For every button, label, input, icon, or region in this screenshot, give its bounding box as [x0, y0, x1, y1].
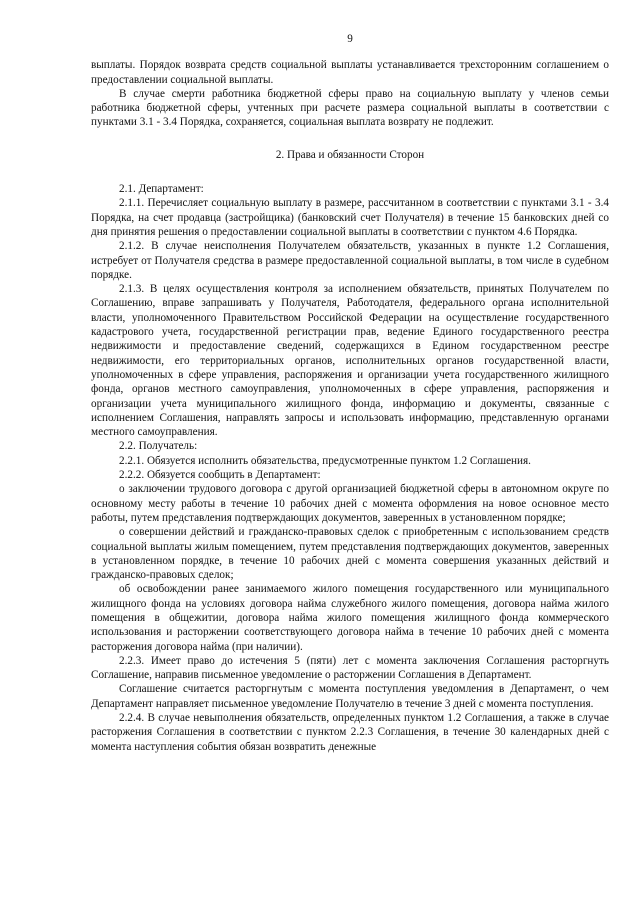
clause-2-2-2-item-vacating: об освобождении ранее занимаемого жилого помещения государственного или муниципального жилищного фонда на условиях договора найма служебного жилого помещения, договора найма жилого помещения в общежитии, договора найма жилого помещения жилищного фонда коммерческого использования и расторжении соответствующего договора найма в течение 10 рабочих дней с момента расторжения договора найма (при наличии). [91, 583, 609, 653]
clause-2-1: 2.1. Департамент: [119, 183, 204, 196]
page-number: 9 [347, 33, 353, 45]
paragraph-continuation: выплаты. Порядок возврата средств социальной выплаты устанавливается трехсторонним соглашением о предоставлении социальной выплаты. [91, 59, 609, 86]
clause-2-2-2: 2.2.2. Обязуется сообщить в Департамент: [119, 469, 321, 482]
clause-2-2-1: 2.2.1. Обязуется исполнить обязательства, предусмотренные пунктом 1.2 Соглашения. [119, 454, 531, 467]
clause-2-2-3-termination: Соглашение считается расторгнутым с момента поступления уведомления в Департамент, о чем Департамент направляет письменное уведомление Получателю в течение 3 дней с момента поступления. [91, 683, 609, 710]
paragraph-death-clause: В случае смерти работника бюджетной сферы право на социальную выплату у членов семьи работника бюджетной сферы, учтенных при расчете размера социальной выплаты в соответствии с пунктами 3.1 - 3.4 Порядка, сохраняется, социальная выплата возврату не подлежит. [91, 87, 609, 129]
clause-2-1-1: 2.1.1. Перечисляет социальную выплату в размере, рассчитанном в соответствии с пунктами 3.1 - 3.4 Порядка, на счет продавца (застройщика) (банковский счет Получателя) в течение 15 банковских дней со дня принятия решения о предоставлении социальной выплаты в соответствии с пунктом 4.6 Порядка. [91, 197, 609, 238]
section-heading: 2. Права и обязанности Сторон [275, 148, 425, 161]
clause-2-2-4: 2.2.4. В случае невыполнения обязательств, определенных пунктом 1.2 Соглашения, а также в случае расторжения Соглашения в соответствии с пунктом 2.2.3 Соглашения, в течение 30 календарных дней с момента наступления события обязан возвратить денежные [91, 712, 609, 753]
clause-2-1-2: 2.1.2. В случае неисполнения Получателем обязательств, указанных в пункте 1.2 Соглашения, истребует от Получателя средства в размере предоставленной социальной выплаты, в том числе в судебном порядке. [91, 240, 609, 281]
clause-2-2-2-item-transactions: о совершении действий и гражданско-правовых сделок с приобретенным с использованием средств социальной выплаты жилым помещением, путем представления подтверждающих документов, заверенных в установленном порядке, в течение 10 рабочих дней с момента совершения указанных действий и гражданско-правовых сделок; [91, 526, 609, 582]
clause-2-2-2-item-employment: о заключении трудового договора с другой организацией бюджетной сферы в автономном округе по основному месту работы в течение 10 рабочих дней с момента оформления на новое основное место работы, путем представления подтверждающих документов, заверенных в установленном порядке; [91, 483, 609, 524]
clause-2-2: 2.2. Получатель: [119, 440, 198, 453]
clause-2-2-3: 2.2.3. Имеет право до истечения 5 (пяти) лет с момента заключения Соглашения расторгнуть Соглашение, направив письменное уведомление о расторжении Соглашения в Департамент. [91, 654, 609, 682]
clause-2-1-3: 2.1.3. В целях осуществления контроля за исполнением обязательств, принятых Получателем по Соглашению, вправе запрашивать у Получателя, Работодателя, федерального органа исполнительной власти, уполномоченного Правительством Российской Федерации на осуществление государственного кадастрового учета, государственной регистрации прав, ведение Единого государственного реестра недвижимости и предоставление сведений, содержащихся в Едином государственном реестре недвижимости, его территориальных органов, исполнительных органов государственной власти, уполномоченных в сфере управления, распоряжения и организации учета государственного жилищного фонда, органов местного самоуправления, уполномоченных в сфере управления, распоряжения и организации учета муниципального жилищного фонда, информацию и документы, связанные с исполнением Соглашения, направлять запросы и использовать информацию, представленную органами местного самоуправления. [91, 283, 609, 439]
